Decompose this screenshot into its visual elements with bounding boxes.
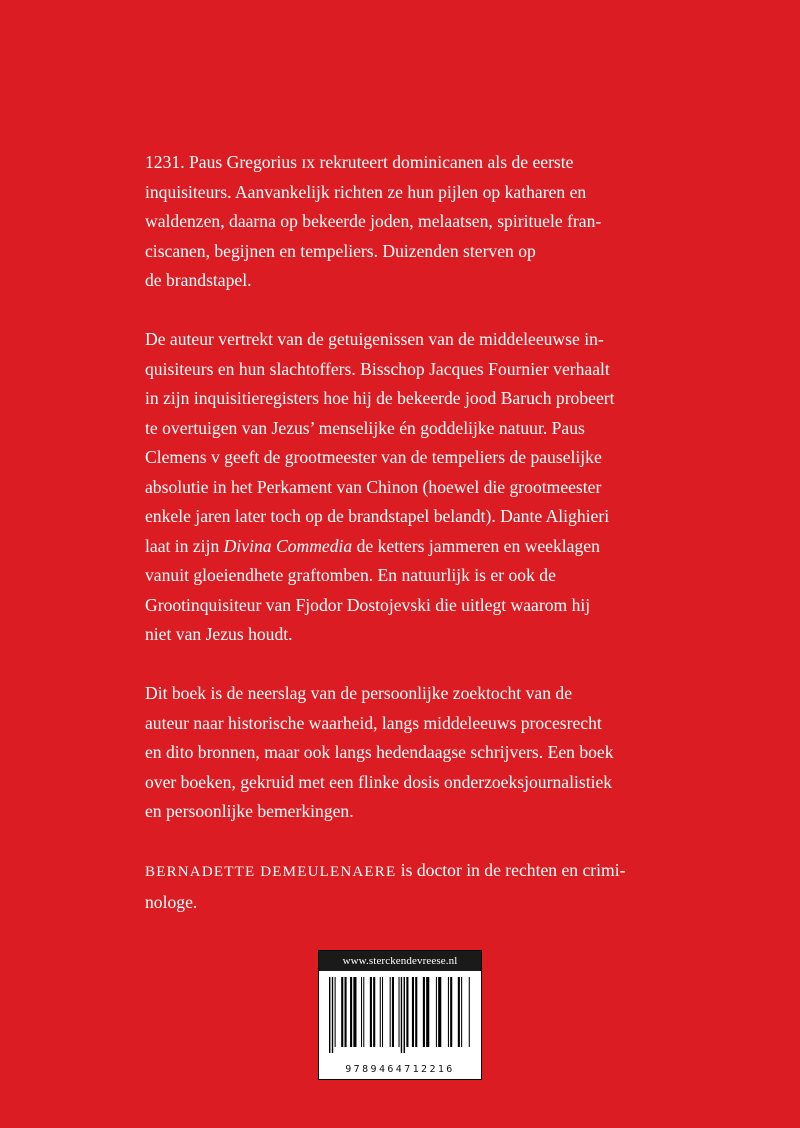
barcode-bar — [412, 977, 414, 1047]
barcode-bar — [461, 977, 462, 1047]
barcode-bar — [370, 977, 372, 1047]
text-line: te overtuigen van Jezus’ menselijke én goddelijke natuur. Paus — [145, 417, 585, 438]
text-line: over boeken, gekruid met een flinke dosis onderzoeksjournalistiek — [145, 771, 613, 792]
text-line: 1231. Paus Gregorius ɪx rekruteert dominicanen als de eerste — [145, 152, 574, 172]
text-line-italic-title — [145, 532, 685, 562]
text-line: ciscanen, begijnen en tempeliers. Duizenden sterven op — [145, 240, 536, 261]
publisher-url: www.sterckendevreese.nl — [319, 951, 481, 971]
barcode-bar — [450, 977, 452, 1047]
text-line: in zijn inquisitieregisters hoe hij de bekeerde jood Baruch probeert — [145, 388, 615, 408]
text-line: en persoonlijke bemerkingen. — [145, 801, 354, 821]
text-line: enkele jaren later toch op de brandstapel belandt). Dante Alighieri — [145, 506, 610, 526]
author-name: BERNADETTE DEMEULENAERE — [145, 864, 397, 880]
barcode-bar — [335, 977, 336, 1047]
barcode-bars — [325, 977, 475, 1063]
barcode-bar — [363, 977, 364, 1047]
barcode-bar — [404, 977, 405, 1053]
text-line: inquisiteurs. Aanvankelijk richten ze hun pijlen op katharen en — [145, 181, 587, 202]
isbn-number: 9789464712216 — [345, 1064, 455, 1075]
barcode-bar — [426, 977, 429, 1047]
book-title-divina-commedia: Divina Commedia — [223, 535, 353, 556]
text-line: de brandstapel. — [145, 270, 252, 290]
barcode-bar — [345, 977, 347, 1047]
author-bio-text: is doctor in de rechten en crimi- — [396, 860, 626, 880]
barcode-bar — [401, 977, 402, 1053]
text-line: auteur naar historische waarheid, langs middeleeuws procesrecht — [145, 712, 602, 733]
text-line: Dit boek is de neerslag van de persoonlijke zoektocht van de — [145, 683, 573, 703]
barcode-label — [318, 950, 482, 1080]
barcode-bar — [353, 977, 356, 1047]
paragraph-about-book — [145, 679, 685, 827]
text-line: en dito bronnen, maar ook langs hedendaagse schrijvers. Een boek — [145, 742, 614, 762]
text-line: nologe. — [145, 891, 198, 912]
paragraph-intro — [145, 148, 685, 296]
barcode-bar — [423, 977, 425, 1047]
barcode-bar — [469, 977, 470, 1047]
paragraph-sources — [145, 325, 685, 650]
barcode-bar — [361, 977, 362, 1047]
barcode-bar — [373, 977, 375, 1047]
back-cover-text — [145, 148, 685, 947]
text-line: De auteur vertrekt van de getuigenissen van de middeleeuwse in- — [145, 329, 604, 349]
barcode-bar — [399, 977, 400, 1047]
text-segment: laat in zijn — [145, 535, 224, 556]
barcode-bar — [458, 977, 460, 1047]
barcode-bar — [350, 977, 352, 1047]
text-line: absolutie in het Perkament van Chinon (hoewel die grootmeester — [145, 476, 602, 497]
author-bio-line — [145, 856, 685, 888]
barcode-bar — [382, 977, 383, 1047]
barcode-bar — [436, 977, 437, 1047]
barcode-bar — [390, 977, 391, 1047]
barcode-bar — [392, 977, 394, 1047]
author-bio — [145, 856, 685, 917]
text-segment: de ketters jammeren en weeklagen — [352, 535, 600, 556]
text-line: waldenzen, daarna op bekeerde joden, melaatsen, spirituele fran- — [145, 211, 602, 231]
text-line: Grootinquisiteur van Fjodor Dostojevski die uitlegt waarom hij — [145, 594, 591, 615]
text-line: Clemens v geeft de grootmeester van de tempeliers de pauselijke — [145, 447, 602, 467]
barcode-bar — [341, 977, 343, 1047]
barcode-bar — [332, 977, 333, 1053]
barcode-bar — [406, 977, 408, 1047]
barcode-bar — [415, 977, 417, 1047]
barcode-bar — [448, 977, 449, 1047]
barcode-bar — [438, 977, 441, 1047]
text-line: niet van Jezus houdt. — [145, 624, 293, 644]
text-line: quisiteurs en hun slachtoffers. Bisschop Jacques Fournier verhaalt — [145, 358, 610, 379]
barcode-bar — [329, 977, 330, 1053]
barcode-bar — [380, 977, 381, 1047]
text-line: vanuit gloeiendhete graftomben. En natuurlijk is er ook de — [145, 565, 556, 585]
